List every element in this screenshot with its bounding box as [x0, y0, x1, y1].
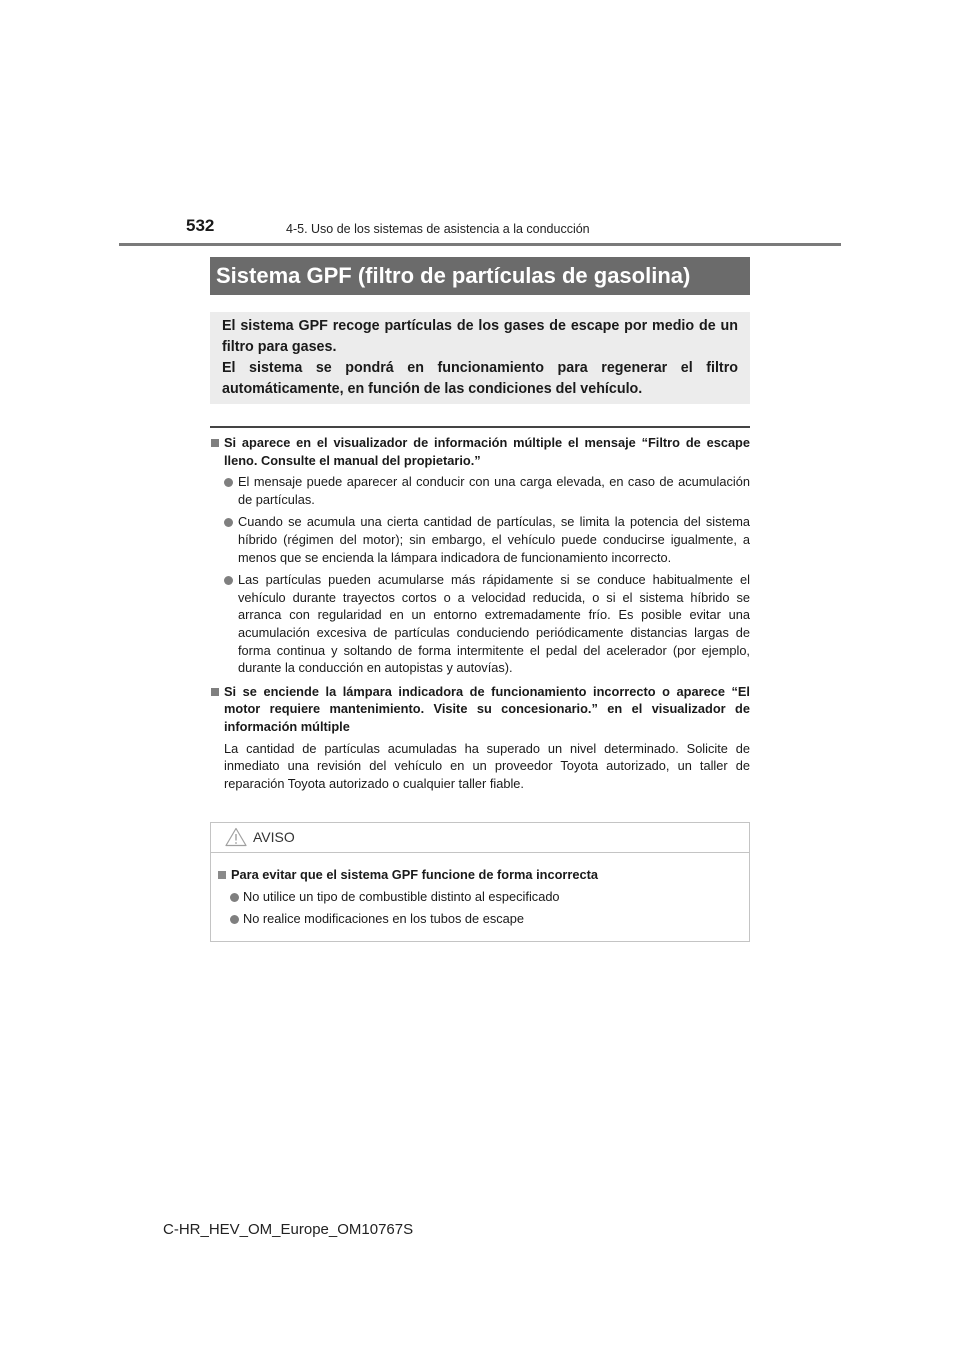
square-bullet-icon [211, 688, 219, 696]
circle-bullet-icon [224, 478, 233, 487]
warning-heading [217, 866, 749, 884]
main-content [210, 434, 750, 798]
header-divider [119, 243, 841, 246]
intro-line-1: El sistema GPF recoge partículas de los gases de escape por medio de un filtro para gases. [222, 318, 738, 355]
page-number: 532 [186, 216, 215, 235]
list-item [217, 910, 749, 928]
section-reference: 4-5. Uso de los sistemas de asistencia a la conducción [286, 222, 590, 236]
warning-header [211, 823, 749, 853]
list-item-text: Las partículas pueden acumularse más rápidamente si se conduce habitualmente el vehículo durante trayectos cortos o a velocidad reducida, o si el sistema híbrido se arranca con regularidad en un entorno extremadamente frío. Es posible evitar una acumulación excesiva de partículas conduciendo periódicamente distancias largas de forma continua y soltando de forma intermitente el pedal del acelerador (por ejemplo, durante la conducción en autopistas y autovías). [238, 572, 750, 676]
list-item [210, 513, 750, 566]
heading-text: Si se enciende la lámpara indicadora de funcionamiento incorrecto o aparece “El motor requiere mantenimiento. Visite su concesionario.” en el visualizador de información múltiple [224, 683, 750, 734]
list-item-text: Cuando se acumula una cierta cantidad de partículas, se limita la potencia del sistema híbrido (régimen del motor); sin embargo, el vehículo puede conducirse igualmente, a menos que se encienda la lámpara indicadora de funcionamiento incorrecto. [238, 514, 750, 565]
warning-label: AVISO [253, 829, 295, 845]
section-heading [210, 434, 750, 469]
square-bullet-icon [218, 871, 226, 879]
list-item-text: No utilice un tipo de combustible distinto al especificado [243, 888, 560, 904]
list-item [210, 571, 750, 677]
warning-triangle-icon [225, 827, 247, 847]
section-heading [210, 683, 750, 736]
list-item-text: El mensaje puede aparecer al conducir con una carga elevada, en caso de acumulación de partículas. [238, 474, 750, 507]
section-title: Sistema GPF (filtro de partículas de gasolina) [210, 257, 750, 295]
heading-text: Para evitar que el sistema GPF funcione de forma incorrecta [231, 867, 598, 882]
intro-line-2: El sistema se pondrá en funcionamiento para regenerar el filtro automáticamente, en función de las condiciones del vehículo. [222, 360, 738, 397]
body-paragraph: La cantidad de partículas acumuladas ha superado un nivel determinado. Solicite de inmediato una revisión del vehículo en un proveedor Toyota autorizado, un taller de reparación Toyota autorizado o cualquier taller fiable. [224, 740, 750, 791]
list-item [217, 888, 749, 906]
circle-bullet-icon [224, 576, 233, 585]
intro-box [210, 312, 750, 404]
warning-body [211, 853, 749, 928]
circle-bullet-icon [230, 915, 239, 924]
intro-divider [210, 426, 750, 428]
warning-box [210, 822, 750, 942]
document-code: C-HR_HEV_OM_Europe_OM10767S [163, 1221, 414, 1238]
list-item-text: No realice modificaciones en los tubos de escape [243, 911, 524, 927]
square-bullet-icon [211, 439, 219, 447]
circle-bullet-icon [230, 893, 239, 902]
heading-text: Si aparece en el visualizador de información múltiple el mensaje “Filtro de escape lleno. Consulte el manual del propietario.” [224, 435, 750, 468]
list-item [210, 473, 750, 508]
circle-bullet-icon [224, 518, 233, 527]
